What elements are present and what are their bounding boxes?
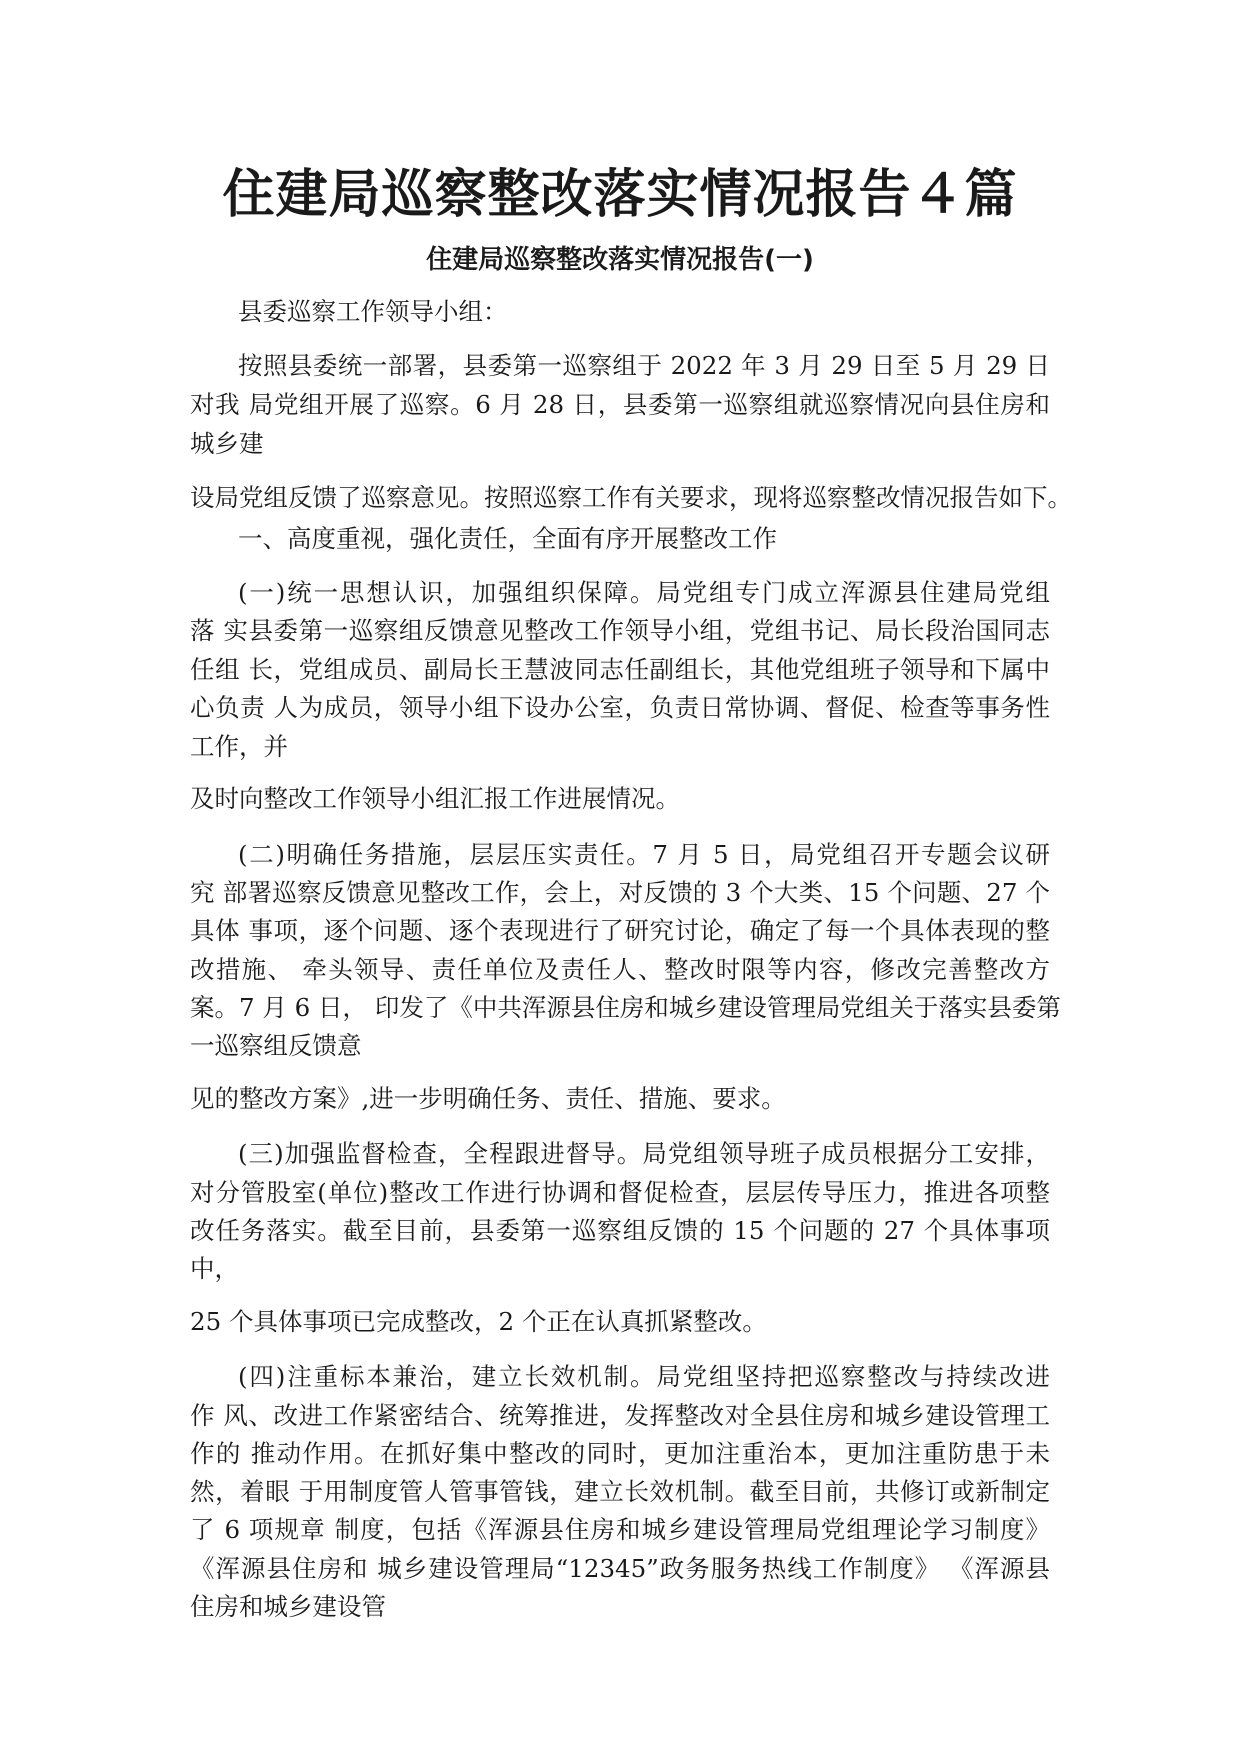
body-line: 一巡察组反馈意	[190, 1031, 362, 1060]
body-line: 然，着眼 于用制度管人管事管钱，建立长效机制。截至目前，共修订或新制定	[190, 1477, 1050, 1506]
body-line: 见的整改方案》,进一步明确任务、责任、措施、要求。	[190, 1084, 786, 1113]
section-heading: 一、高度重视，强化责任，全面有序开展整改工作	[238, 524, 777, 553]
salutation-line: 县委巡察工作领导小组：	[238, 297, 508, 326]
body-line: 具体 事项，逐个问题、逐个表现进行了研究讨论，确定了每一个具体表现的整	[190, 916, 1050, 945]
body-line: 按照县委统一部署，县委第一巡察组于 2022 年 3 月 29 日至 5 月 29 日	[238, 351, 1050, 380]
body-line: 工作，并	[190, 732, 288, 761]
body-line: 设局党组反馈了巡察意见。按照巡察工作有关要求，现将巡察整改情况报告如下。	[190, 483, 1072, 512]
body-line: 对我 局党组开展了巡察。6 月 28 日，县委第一巡察组就巡察情况向县住房和	[190, 390, 1050, 419]
body-line: (三)加强监督检查，全程跟进督导。局党组领导班子成员根据分工安排，	[238, 1139, 1050, 1168]
body-line: 《浑源县住房和 城乡建设管理局“12345”政务服务热线工作制度》 《浑源县	[190, 1554, 1050, 1583]
body-line: 及时向整改工作领导小组汇报工作进展情况。	[190, 784, 680, 813]
body-line: 了 6 项规章 制度，包括《浑源县住房和城乡建设管理局党组理论学习制度》	[190, 1515, 1050, 1544]
body-line: 究 部署巡察反馈意见整改工作，会上，对反馈的 3 个大类、15 个问题、27 个	[190, 878, 1050, 907]
body-line: 城乡建	[190, 429, 264, 458]
body-line: 作的 推动作用。在抓好集中整改的同时，更加注重治本，更加注重防患于未	[190, 1439, 1050, 1468]
body-line: (四)注重标本兼治，建立长效机制。局党组坚持把巡察整改与持续改进	[238, 1362, 1050, 1391]
body-line: 25 个具体事项已完成整改，2 个正在认真抓紧整改。	[190, 1307, 767, 1336]
body-line: 中，	[190, 1254, 239, 1283]
document-title: 住建局巡察整改落实情况报告４篇	[222, 165, 1018, 225]
body-line: 落 实县委第一巡察组反馈意见整改工作领导小组，党组书记、局长段治国同志	[190, 616, 1050, 645]
body-line: 改措施、 牵头领导、责任单位及责任人、整改时限等内容，修改完善整改方	[190, 955, 1050, 984]
body-line: 住房和城乡建设管	[190, 1592, 386, 1621]
body-line: 任组 长，党组成员、副局长王慧波同志任副组长，其他党组班子领导和下属中	[190, 655, 1050, 684]
body-line: 改任务落实。截至目前，县委第一巡察组反馈的 15 个问题的 27 个具体事项	[190, 1216, 1050, 1245]
body-line: 案。7 月 6 日， 印发了《中共浑源县住房和城乡建设管理局党组关于落实县委第	[190, 993, 1061, 1022]
document-subtitle: 住建局巡察整改落实情况报告(一)	[426, 245, 814, 275]
body-line: 作 风、改进工作紧密结合、统筹推进，发挥整改对全县住房和城乡建设管理工	[190, 1401, 1050, 1430]
body-line: (二)明确任务措施，层层压实责任。7 月 5 日，局党组召开专题会议研	[238, 840, 1050, 869]
body-line: 对分管股室(单位)整改工作进行协调和督促检查，层层传导压力，推进各项整	[190, 1178, 1050, 1207]
body-line: 心负责 人为成员，领导小组下设办公室，负责日常协调、督促、检查等事务性	[190, 693, 1050, 722]
body-line: (一)统一思想认识，加强组织保障。局党组专门成立浑源县住建局党组	[238, 578, 1050, 607]
